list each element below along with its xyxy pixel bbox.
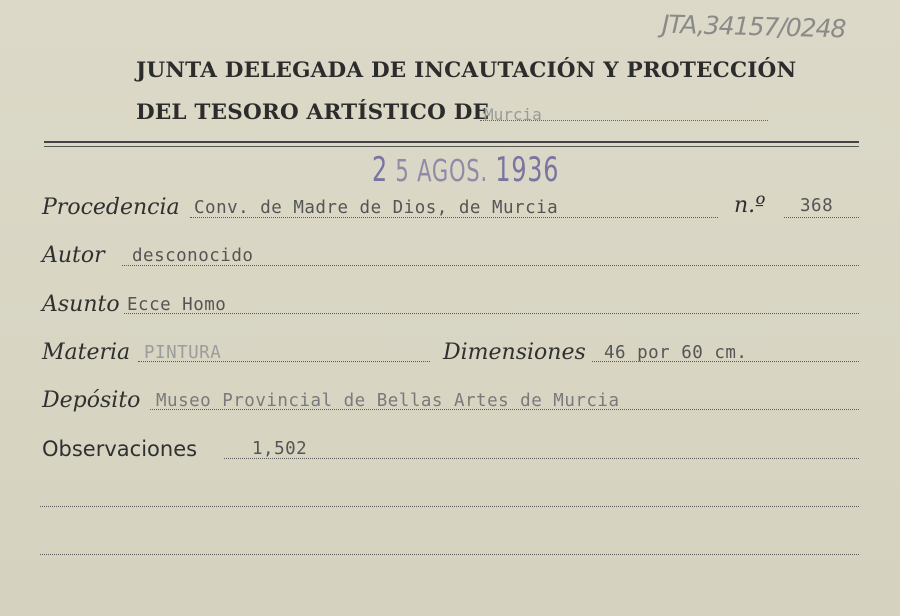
stamp-day-second-digit: 5 [395,154,410,189]
numero-dotted-line [784,217,859,218]
location-value: Murcia [484,105,542,124]
materia-value: PINTURA [144,343,222,363]
header-rule-thick [44,141,859,143]
blank-dotted-line [40,554,859,555]
header-line-1: JUNTA DELEGADA DE INCAUTACIÓN Y PROTECCIÓN [136,58,797,83]
stamp-month: AGOS. [417,154,488,189]
asunto-dotted-line [124,313,859,314]
observaciones-label: Observaciones [42,437,198,461]
autor-value: desconocido [132,246,254,266]
numero-value: 368 [800,196,834,216]
archive-reference: JTA,34157/0248 [661,9,846,44]
observaciones-value: 1,502 [252,439,308,459]
materia-label: Materia [42,340,131,365]
dimensiones-value: 46 por 60 cm. [604,343,748,363]
stamp-day-first-digit: 2 [372,150,388,190]
numero-label: n.º [734,193,766,218]
deposito-label: Depósito [42,388,141,413]
stamp-year: 1936 [495,150,560,190]
deposito-value: Museo Provincial de Bellas Artes de Murcia [156,391,620,411]
procedencia-label: Procedencia [42,195,180,220]
header-line-2: DEL TESORO ARTÍSTICO DE [136,100,490,125]
asunto-value: Ecce Homo [127,295,227,315]
procedencia-value: Conv. de Madre de Dios, de Murcia [194,198,559,218]
blank-dotted-line [40,506,859,507]
observaciones-dotted-line [224,458,859,459]
autor-label: Autor [42,243,105,268]
date-stamp [372,150,559,190]
asunto-label: Asunto [42,292,120,317]
header-rule-thin [44,146,859,147]
dimensiones-label: Dimensiones [443,340,586,365]
